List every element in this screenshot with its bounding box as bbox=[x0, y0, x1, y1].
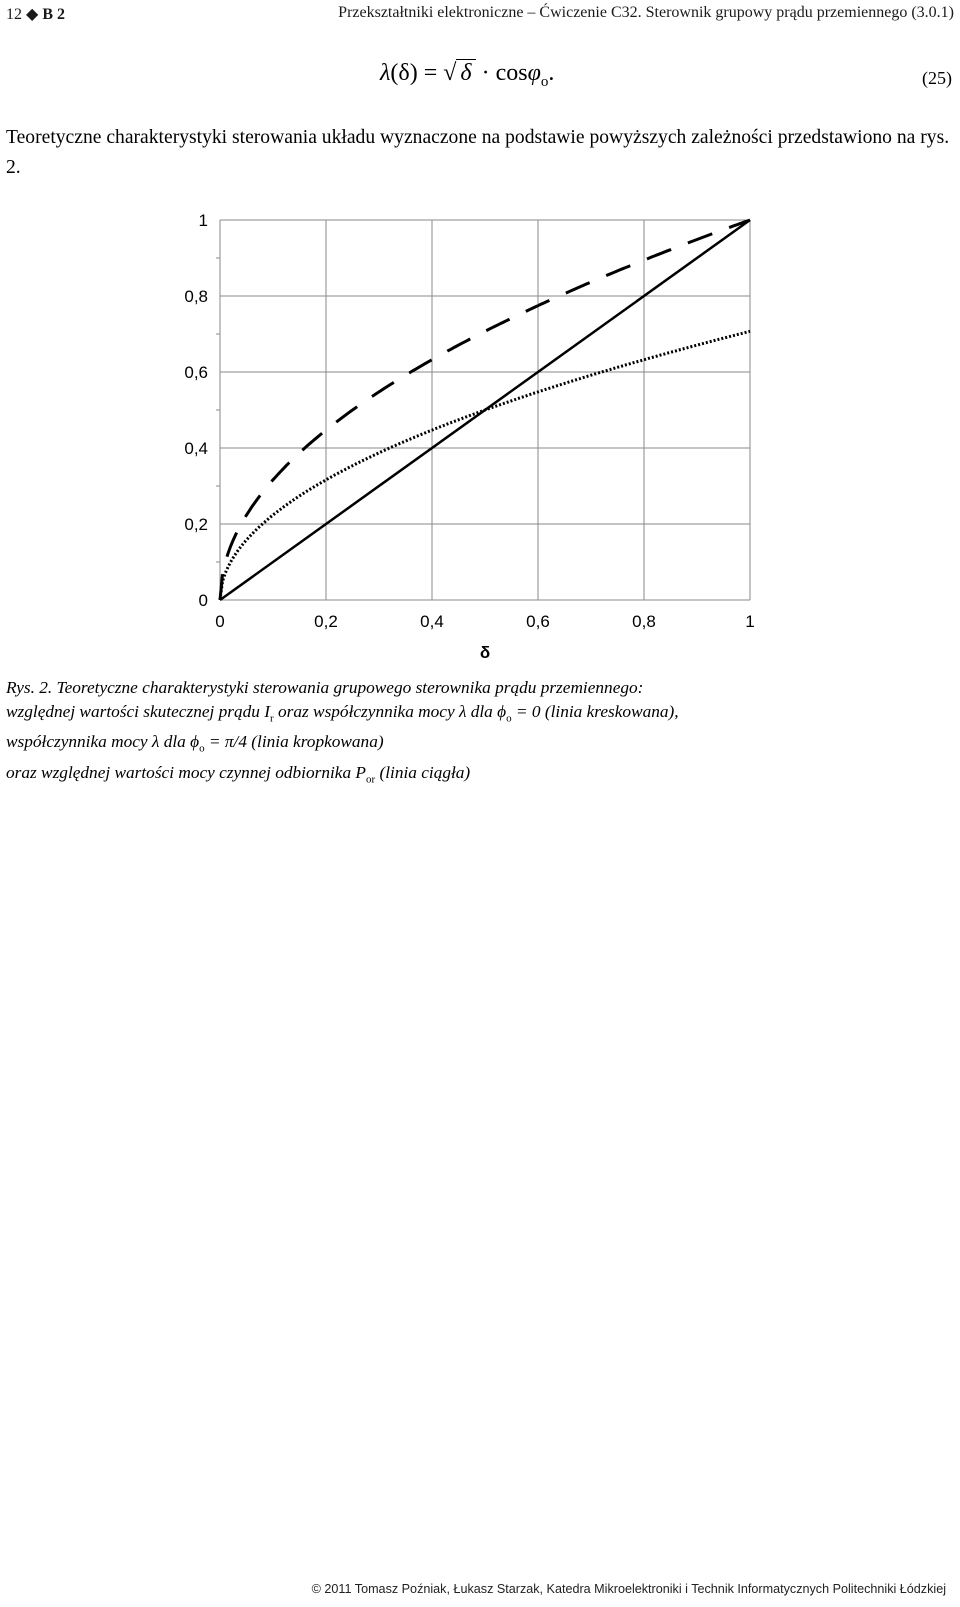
header-left bbox=[6, 4, 65, 24]
caption-l2sub2: o bbox=[506, 711, 512, 724]
caption-l2sub: r bbox=[270, 711, 274, 724]
caption-l3b: = π/4 (linia kropkowana) bbox=[204, 732, 384, 752]
page-header bbox=[6, 4, 954, 26]
caption-l2a: względnej wartości skutecznej prądu I bbox=[6, 701, 270, 721]
y-tick-label: 0 bbox=[198, 591, 208, 610]
y-tick-label: 0,6 bbox=[184, 363, 208, 382]
header-title: Przekształtniki elektroniczne – Ćwiczenie C32. Sterownik grupowy prądu przemiennego (3.0.1) bbox=[338, 4, 954, 21]
caption-l4sub: or bbox=[365, 773, 376, 786]
caption-l2b: oraz współczynnika mocy λ dla ϕ bbox=[273, 701, 507, 721]
intro-paragraph: Teoretyczne charakterystyki sterowania układu wyznaczone na podstawie powyższych zależności przedstawiono na rys. 2. bbox=[6, 127, 950, 178]
caption-l4a: oraz względnej wartości mocy czynnej odbiornika P bbox=[6, 763, 366, 783]
y-tick-label: 0,8 bbox=[184, 287, 208, 306]
series-line-solid bbox=[220, 220, 750, 600]
chart bbox=[170, 200, 790, 680]
formula-equals: = bbox=[423, 60, 438, 86]
formula-root-arg: δ bbox=[456, 59, 475, 86]
formula bbox=[380, 60, 555, 90]
bullet-icon: ◆ bbox=[26, 6, 39, 23]
y-tick-label: 1 bbox=[198, 211, 208, 230]
formula-dot: · bbox=[481, 60, 490, 86]
x-tick-label: 0,2 bbox=[314, 612, 338, 631]
x-tick-label: 0,8 bbox=[632, 612, 656, 631]
formula-arg: (δ) bbox=[390, 60, 418, 86]
formula-phi-sub: o bbox=[540, 74, 549, 90]
page-footer: © 2011 Tomasz Poźniak, Łukasz Starzak, Katedra Mikroelektroniki i Technik Informatycznych Politechniki Łódzkiej bbox=[311, 1582, 946, 1596]
figure-caption bbox=[6, 676, 956, 792]
equation-number: (25) bbox=[922, 68, 952, 88]
x-tick-label: 0 bbox=[215, 612, 225, 631]
page-number: 12 bbox=[6, 6, 22, 23]
y-tick-label: 0,4 bbox=[184, 439, 208, 458]
formula-period: . bbox=[548, 60, 555, 86]
caption-l2c: = 0 (linia kreskowana), bbox=[511, 701, 679, 721]
caption-l3a: współczynnika mocy λ dla ϕ bbox=[6, 732, 200, 752]
x-axis-label: δ bbox=[479, 643, 491, 662]
caption-line-3 bbox=[6, 730, 956, 761]
y-tick-label: 0,2 bbox=[184, 515, 208, 534]
x-tick-label: 0,4 bbox=[420, 612, 444, 631]
caption-line-2 bbox=[6, 700, 956, 731]
formula-cos: cos bbox=[495, 60, 528, 86]
caption-line-1: Rys. 2. Teoretyczne charakterystyki sterowania grupowego sterownika prądu przemiennego: bbox=[6, 678, 644, 697]
x-tick-label: 1 bbox=[745, 612, 755, 631]
formula-phi: φ bbox=[527, 60, 541, 86]
x-tick-label: 0,6 bbox=[526, 612, 550, 631]
chart-svg bbox=[170, 200, 790, 680]
caption-l4b: (linia ciągła) bbox=[375, 763, 471, 783]
formula-lambda: λ bbox=[380, 60, 391, 86]
section-label: B 2 bbox=[42, 6, 65, 23]
caption-line-4 bbox=[6, 761, 956, 792]
caption-l3sub: o bbox=[199, 742, 205, 755]
sqrt-icon: √ bbox=[443, 60, 457, 86]
